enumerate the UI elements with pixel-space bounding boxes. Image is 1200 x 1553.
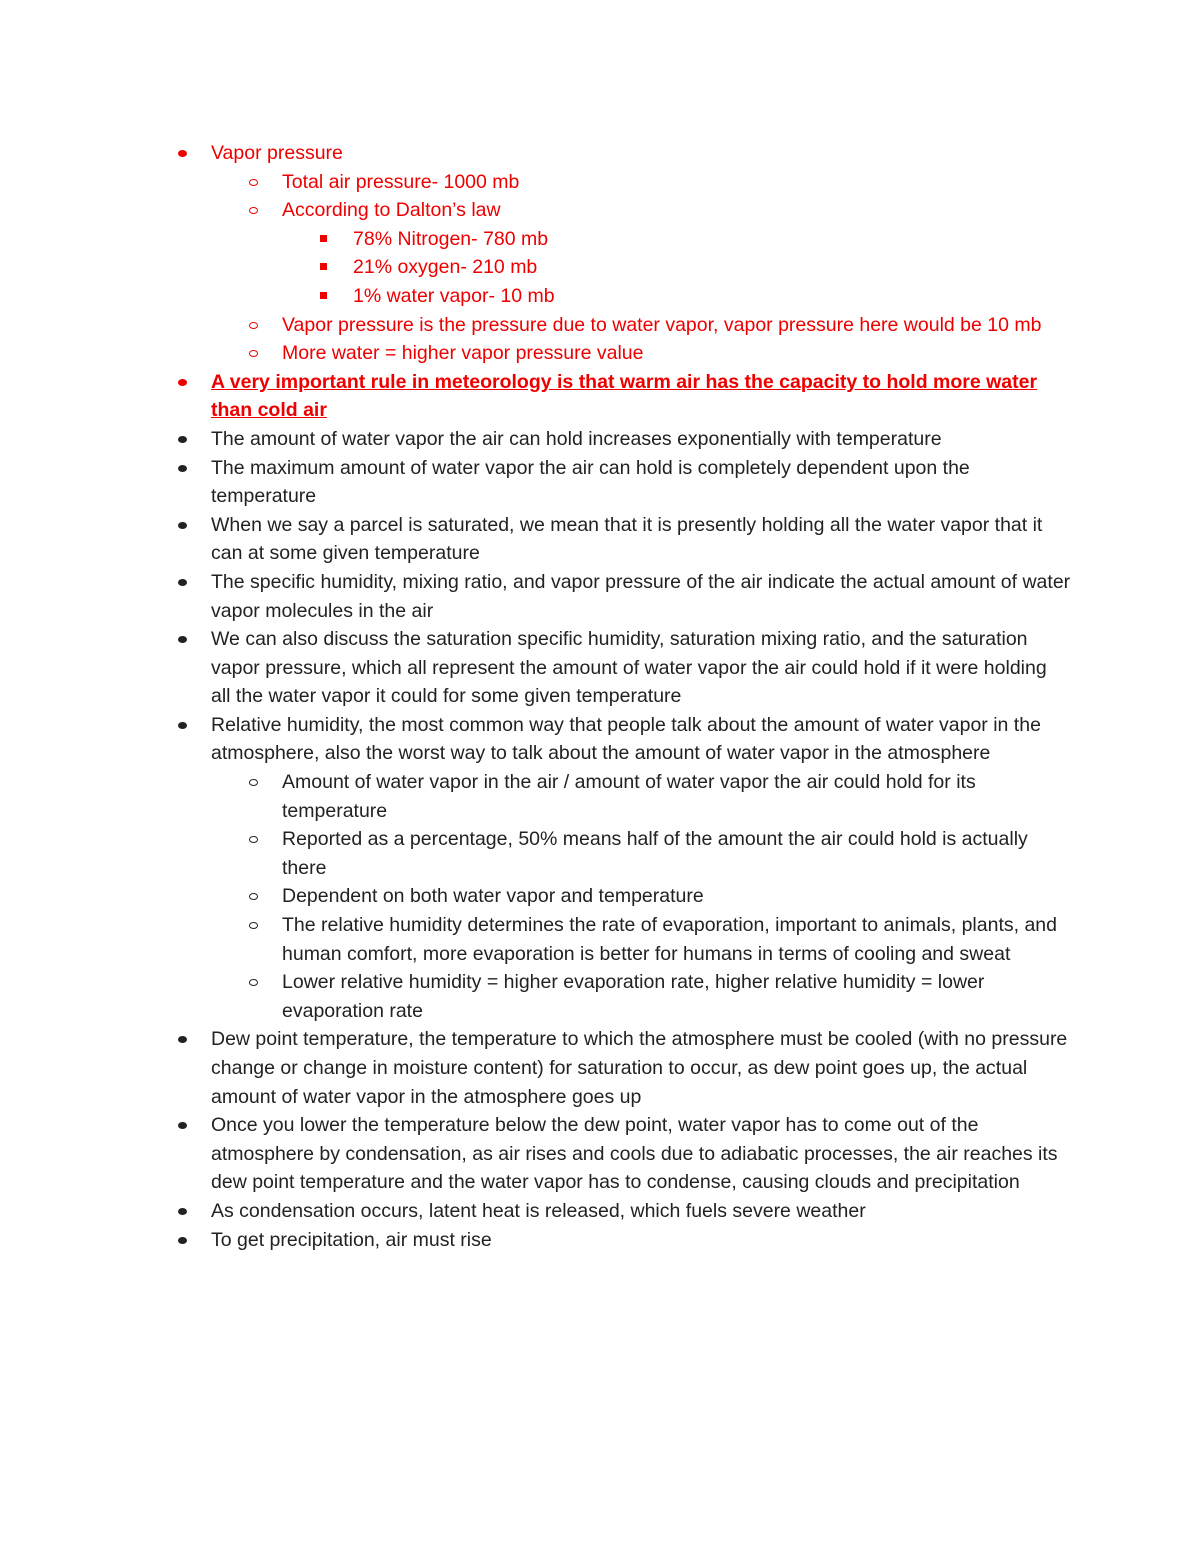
- list-item-key-rule: [0, 368, 1071, 425]
- list-item: [0, 311, 1071, 340]
- list-item: [0, 825, 1071, 882]
- bullet-circle-icon: [249, 179, 258, 186]
- list-item: [0, 568, 1071, 625]
- list-item-text: Reported as a percentage, 50% means half of the amount the air could hold is actually there: [282, 828, 1028, 879]
- list-item: [0, 911, 1071, 968]
- list-item-text: Lower relative humidity = higher evaporation rate, higher relative humidity = lower evaporation rate: [282, 971, 985, 1022]
- bullet-disc-icon: [178, 522, 187, 529]
- bullet-disc-icon: [178, 379, 187, 386]
- list-item-text: Dependent on both water vapor and temperature: [282, 885, 704, 908]
- list-item-text: According to Dalton’s law: [282, 199, 501, 222]
- list-item: [0, 168, 1071, 197]
- bullet-disc-icon: [178, 1237, 187, 1244]
- list-item-text: Total air pressure- 1000 mb: [282, 170, 520, 193]
- bullet-disc-icon: [178, 722, 187, 729]
- list-item: [0, 1025, 1071, 1111]
- bullet-circle-icon: [249, 350, 258, 357]
- list-item-text: 21% oxygen- 210 mb: [353, 256, 538, 279]
- list-item-text: When we say a parcel is saturated, we mean that it is presently holding all the water vapor that it can at some given temperature: [211, 513, 1043, 565]
- list-item-text: A very important rule in meteorology is that warm air has the capacity to hold more water than cold air: [211, 370, 1038, 422]
- list-item-text: We can also discuss the saturation specific humidity, saturation mixing ratio, and the saturation vapor pressure, which all represent the amount of water vapor the air could hold if it were holding all the water vapor it could for some given temperature: [211, 628, 1047, 708]
- list-item-text: The specific humidity, mixing ratio, and vapor pressure of the air indicate the actual amount of water vapor molecules in the air: [211, 570, 1071, 622]
- list-item: [0, 282, 1071, 311]
- list-item-text: Vapor pressure: [211, 142, 343, 164]
- bullet-square-icon: [320, 235, 327, 242]
- list-item-text: Once you lower the temperature below the dew point, water vapor has to come out of the atmosphere by condensation, as air rises and cools due to adiabatic processes, the air reaches its dew point temperature and the water vapor has to condense, causing clouds and precipitation: [211, 1114, 1058, 1194]
- list-item: [0, 196, 1071, 225]
- bullet-circle-icon: [249, 207, 258, 214]
- list-item: [0, 139, 1071, 168]
- bullet-disc-icon: [178, 436, 187, 443]
- list-item-text: Amount of water vapor in the air / amount of water vapor the air could hold for its temperature: [282, 771, 976, 822]
- bullet-disc-icon: [178, 465, 187, 472]
- list-item: [0, 225, 1071, 254]
- list-item-text: The amount of water vapor the air can hold increases exponentially with temperature: [211, 427, 942, 450]
- bullet-disc-icon: [178, 579, 187, 586]
- list-item-text: The maximum amount of water vapor the air can hold is completely dependent upon the temperature: [211, 456, 970, 508]
- list-item-text: 1% water vapor- 10 mb: [353, 284, 555, 307]
- list-item-text: To get precipitation, air must rise: [211, 1228, 492, 1251]
- list-item: [0, 339, 1071, 368]
- bullet-disc-icon: [178, 1036, 187, 1043]
- list-item: [0, 968, 1071, 1025]
- bullet-circle-icon: [249, 836, 258, 843]
- list-item: [0, 511, 1071, 568]
- list-item-text: More water = higher vapor pressure value: [282, 342, 644, 365]
- list-item-text: Vapor pressure is the pressure due to water vapor, vapor pressure here would be 10 mb: [282, 313, 1042, 336]
- bullet-circle-icon: [249, 922, 258, 929]
- bullet-disc-icon: [178, 636, 187, 643]
- notes-list: [0, 139, 1200, 1254]
- list-item-text: As condensation occurs, latent heat is released, which fuels severe weather: [211, 1199, 866, 1222]
- list-item-text: Dew point temperature, the temperature to which the atmosphere must be cooled (with no pressure change or change in moisture content) for saturation to occur, as dew point goes up, the actual amount of water vapor in the atmosphere goes up: [211, 1028, 1068, 1108]
- list-item: [0, 625, 1071, 711]
- list-item: [0, 882, 1071, 911]
- list-item: [0, 711, 1071, 768]
- list-item: [0, 1226, 1071, 1255]
- list-item: [0, 1197, 1071, 1226]
- list-item: [0, 768, 1071, 825]
- bullet-square-icon: [320, 263, 327, 270]
- list-item: [0, 454, 1071, 511]
- list-item-text: The relative humidity determines the rate of evaporation, important to animals, plants, and human comfort, more evaporation is better for humans in terms of cooling and sweat: [282, 914, 1057, 965]
- bullet-disc-icon: [178, 1208, 187, 1215]
- bullet-disc-icon: [178, 1122, 187, 1129]
- bullet-circle-icon: [249, 779, 258, 786]
- list-item: [0, 425, 1071, 454]
- list-item-text: 78% Nitrogen- 780 mb: [353, 227, 549, 250]
- bullet-circle-icon: [249, 893, 258, 900]
- bullet-disc-icon: [178, 150, 187, 157]
- bullet-circle-icon: [249, 979, 258, 986]
- bullet-circle-icon: [249, 322, 258, 329]
- list-item: [0, 1111, 1071, 1197]
- bullet-square-icon: [320, 292, 327, 299]
- list-item: [0, 253, 1071, 282]
- list-item-text: Relative humidity, the most common way that people talk about the amount of water vapor in the atmosphere, also the worst way to talk about the amount of water vapor in the atmosphere: [211, 713, 1041, 765]
